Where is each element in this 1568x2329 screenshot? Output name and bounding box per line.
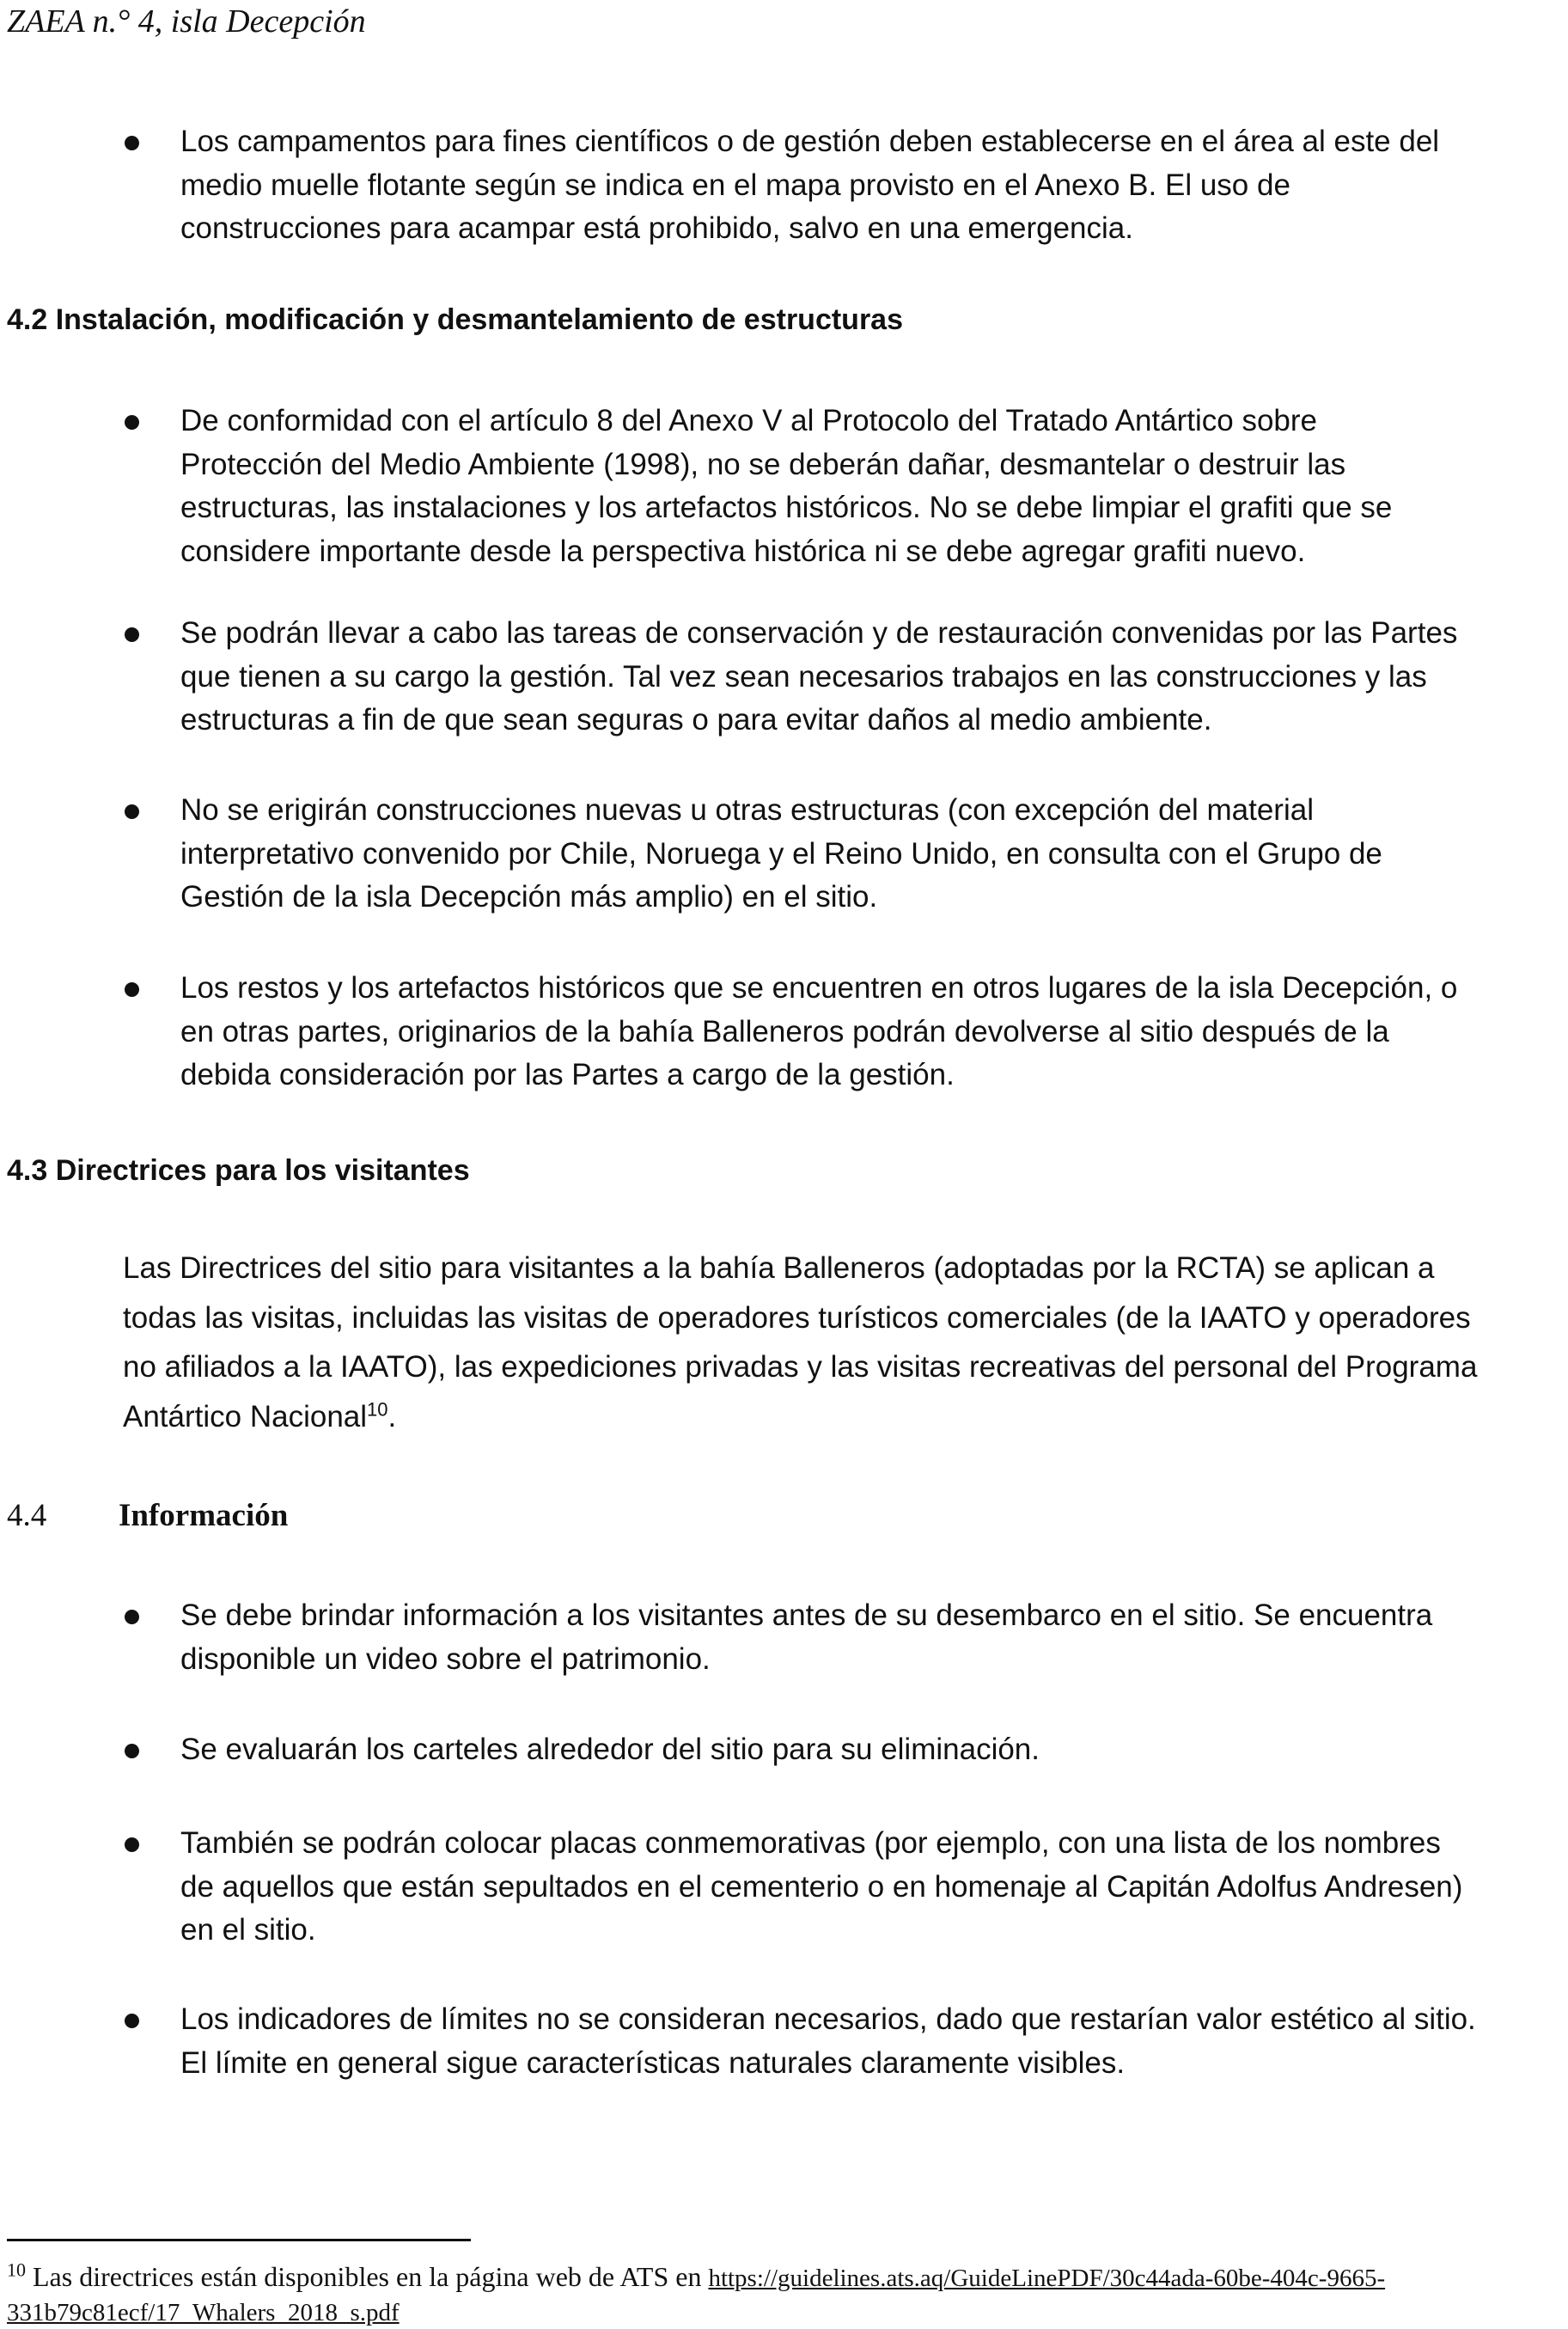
text-line: También se podrán colocar placas conmemorativas (por ejemplo, con una lista de los nombres [180, 1826, 1441, 1860]
bullet-icon [125, 415, 139, 430]
text-line: Gestión de la isla Decepción más amplio) en el sitio. [180, 880, 878, 914]
section-heading-4-4 [7, 1497, 288, 1535]
text-line: estructuras, las instalaciones y los artefactos históricos. No se debe limpiar el grafiti que se [180, 491, 1393, 524]
text-line: de aquellos que están sepultados en el cementerio o en homenaje al Capitán Adolfus Andresen) [180, 1869, 1463, 1904]
text-line: El límite en general sigue características naturales claramente visibles. [180, 2045, 1126, 2080]
bullet-icon [125, 1610, 139, 1624]
text-line: interpretativo convenido por Chile, Noruega y el Reino Unido, en consulta con el Grupo de [180, 836, 1382, 871]
bullet-text [180, 789, 1564, 920]
text-line: debida consideración por las Partes a cargo de la gestión. [180, 1058, 955, 1091]
bullet-icon [125, 982, 139, 997]
text-line: disponible un video sobre el patrimonio. [180, 1641, 711, 1676]
bullet-text [180, 612, 1564, 743]
text-line: De conformidad con el artículo 8 del Anexo V al Protocolo del Tratado Antártico sobre [180, 404, 1317, 437]
text-line: Los indicadores de límites no se consideran necesarios, dado que restarían valor estético al sitio. [180, 2002, 1476, 2036]
section-heading-4-3: 4.3 Directrices para los visitantes [7, 1154, 470, 1187]
footnote [7, 2260, 1566, 2329]
bullet-text [180, 120, 1564, 251]
text-line: considere importante desde la perspectiva histórica ni se debe agregar grafiti nuevo. [180, 534, 1306, 568]
text-line: Se debe brindar información a los visitantes antes de su desembarco en el sitio. Se encuentra [180, 1599, 1433, 1632]
text-line: Se podrán llevar a cabo las tareas de conservación y de restauración convenidas por las Partes [180, 616, 1458, 650]
text-line: en otras partes, originarios de la bahía Balleneros podrán devolverse al sitio después de la [180, 1014, 1389, 1048]
text-line: Se evaluarán los carteles alrededor del sitio para su eliminación. [180, 1733, 1040, 1766]
section-heading-4-2: 4.2 Instalación, modificación y desmantelamiento de estructuras [7, 303, 903, 336]
text-line: No se erigirán construcciones nuevas u otras estructuras (con excepción del material [180, 793, 1314, 827]
text-line [123, 1392, 1566, 1442]
footnote-divider [7, 2239, 471, 2241]
text-line: no afiliados a la IAATO), las expediciones privadas y las visitas recreativas del personal del Programa [123, 1350, 1478, 1384]
bullet-text [180, 967, 1564, 1097]
bullet-icon [125, 627, 139, 642]
bullet-text [180, 1998, 1564, 2085]
bullet-text [180, 1594, 1564, 1681]
section-title: Información [119, 1498, 289, 1533]
footnote-reference[interactable]: 10 [367, 1397, 388, 1420]
guidelines-link-continuation[interactable]: 331b79c81ecf/17_Whalers_2018_s.pdf [7, 2299, 400, 2326]
text-line: Los campamentos para fines científicos o de gestión deben establecerse en el área al este del [180, 125, 1440, 158]
footnote-number: 10 [7, 2259, 26, 2281]
paragraph [123, 1244, 1566, 1441]
running-header: ZAEA n.° 4, isla Decepción [7, 3, 366, 40]
guidelines-link[interactable]: https://guidelines.ats.aq/GuideLinePDF/30c44ada-60be-404c-9665- [708, 2265, 1386, 2292]
section-number: 4.4 [7, 1498, 47, 1533]
footnote-text: Las directrices están disponibles en la página web de ATS en [26, 2261, 709, 2292]
text-line: que tienen a su cargo la gestión. Tal vez sean necesarios trabajos en las construcciones y las [180, 659, 1427, 694]
bullet-text [180, 1822, 1564, 1953]
text-fragment: Antártico Nacional [123, 1399, 368, 1433]
bullet-icon [125, 1744, 139, 1758]
text-line: construcciones para acampar está prohibido, salvo en una emergencia. [180, 211, 1133, 245]
bullet-text [180, 400, 1564, 573]
text-line: Protección del Medio Ambiente (1998), no se deberán dañar, desmantelar o destruir las [180, 447, 1346, 481]
bullet-text [180, 1728, 1564, 1772]
text-line: en el sitio. [180, 1913, 316, 1947]
text-line: todas las visitas, incluidas las visitas de operadores turísticos comerciales (de la IAATO y operadores [123, 1300, 1471, 1335]
text-line: Las Directrices del sitio para visitantes a la bahía Balleneros (adoptadas por la RCTA) se aplican a [123, 1251, 1435, 1285]
text-fragment: . [387, 1399, 397, 1433]
text-line: medio muelle flotante según se indica en el mapa provisto en el Anexo B. El uso de [180, 168, 1290, 202]
bullet-icon [125, 1837, 139, 1852]
bullet-icon [125, 136, 139, 150]
text-line: estructuras a fin de que sean seguras o para evitar daños al medio ambiente. [180, 703, 1212, 737]
bullet-icon [125, 2014, 139, 2028]
text-line: Los restos y los artefactos históricos que se encuentren en otros lugares de la isla Decepción, o [180, 971, 1458, 1005]
bullet-icon [125, 804, 139, 819]
footnote-line [7, 2295, 1566, 2329]
footnote-line [7, 2260, 1566, 2295]
